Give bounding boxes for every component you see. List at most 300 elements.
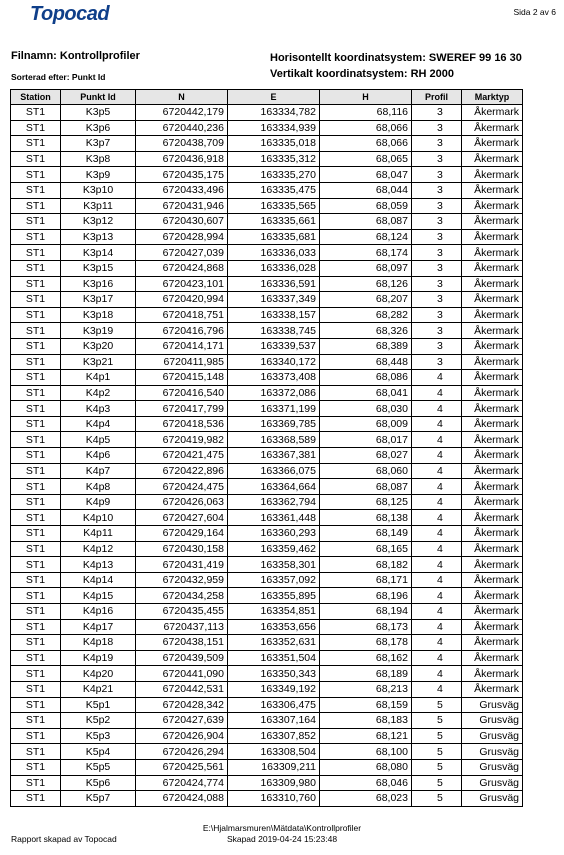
cell-profil: 3: [412, 214, 462, 230]
table-row: [11, 479, 523, 495]
cell-e: 163309,211: [228, 759, 320, 775]
cell-station: ST1: [11, 307, 61, 323]
table-row: [11, 432, 523, 448]
table-row: [11, 744, 523, 760]
cell-profil: 3: [412, 229, 462, 245]
cell-station: ST1: [11, 260, 61, 276]
cell-marktyp: Åkermark: [462, 260, 523, 276]
cell-station: ST1: [11, 744, 61, 760]
col-header-n: N: [136, 90, 228, 105]
cell-n: 6720427,604: [136, 510, 228, 526]
cell-e: 163357,092: [228, 572, 320, 588]
table-row: [11, 167, 523, 183]
table-row: [11, 338, 523, 354]
cell-n: 6720427,039: [136, 245, 228, 261]
cell-h: 68,023: [320, 791, 412, 807]
table-row: [11, 728, 523, 744]
cell-h: 68,060: [320, 463, 412, 479]
cell-punkt-id: K5p6: [61, 775, 136, 791]
cell-h: 68,047: [320, 167, 412, 183]
cell-h: 68,097: [320, 260, 412, 276]
cell-e: 163364,664: [228, 479, 320, 495]
cell-h: 68,126: [320, 276, 412, 292]
cell-punkt-id: K4p6: [61, 448, 136, 464]
cell-profil: 3: [412, 136, 462, 152]
cell-n: 6720427,639: [136, 713, 228, 729]
cell-punkt-id: K3p15: [61, 260, 136, 276]
cell-h: 68,165: [320, 541, 412, 557]
cell-station: ST1: [11, 557, 61, 573]
table-row: [11, 697, 523, 713]
report-credit: Rapport skapad av Topocad: [11, 834, 117, 844]
cell-profil: 5: [412, 775, 462, 791]
cell-h: 68,389: [320, 338, 412, 354]
cell-profil: 4: [412, 463, 462, 479]
cell-n: 6720414,171: [136, 338, 228, 354]
cell-e: 163307,852: [228, 728, 320, 744]
cell-h: 68,066: [320, 120, 412, 136]
cell-punkt-id: K3p10: [61, 182, 136, 198]
cell-n: 6720442,179: [136, 105, 228, 121]
cell-profil: 4: [412, 385, 462, 401]
cell-station: ST1: [11, 214, 61, 230]
cell-marktyp: Åkermark: [462, 151, 523, 167]
cell-e: 163354,851: [228, 604, 320, 620]
cell-punkt-id: K5p3: [61, 728, 136, 744]
table-row: [11, 105, 523, 121]
cell-punkt-id: K3p19: [61, 323, 136, 339]
cell-e: 163366,075: [228, 463, 320, 479]
cell-e: 163340,172: [228, 354, 320, 370]
sort-info: Sorterad efter: Punkt Id: [11, 72, 106, 82]
table-row: [11, 494, 523, 510]
cell-n: 6720435,175: [136, 167, 228, 183]
cell-marktyp: Åkermark: [462, 245, 523, 261]
cell-n: 6720433,496: [136, 182, 228, 198]
cell-marktyp: Åkermark: [462, 432, 523, 448]
cell-e: 163369,785: [228, 416, 320, 432]
cell-e: 163335,312: [228, 151, 320, 167]
cell-profil: 3: [412, 276, 462, 292]
cell-station: ST1: [11, 292, 61, 308]
cell-marktyp: Åkermark: [462, 105, 523, 121]
cell-station: ST1: [11, 167, 61, 183]
cell-e: 163367,381: [228, 448, 320, 464]
cell-punkt-id: K3p16: [61, 276, 136, 292]
cell-n: 6720439,509: [136, 650, 228, 666]
cell-marktyp: Åkermark: [462, 416, 523, 432]
cell-marktyp: Grusväg: [462, 697, 523, 713]
cell-profil: 4: [412, 526, 462, 542]
table-row: [11, 557, 523, 573]
cell-n: 6720426,063: [136, 494, 228, 510]
cell-marktyp: Åkermark: [462, 385, 523, 401]
cell-e: 163359,462: [228, 541, 320, 557]
cell-e: 163337,349: [228, 292, 320, 308]
cell-punkt-id: K3p18: [61, 307, 136, 323]
cell-profil: 4: [412, 541, 462, 557]
cell-marktyp: Grusväg: [462, 791, 523, 807]
cell-marktyp: Grusväg: [462, 744, 523, 760]
table-body: [11, 105, 523, 807]
cell-marktyp: Åkermark: [462, 182, 523, 198]
table-row: [11, 214, 523, 230]
table-row: [11, 260, 523, 276]
table-row: [11, 463, 523, 479]
cell-n: 6720431,946: [136, 198, 228, 214]
cell-e: 163334,939: [228, 120, 320, 136]
cell-e: 163338,157: [228, 307, 320, 323]
cell-h: 68,086: [320, 370, 412, 386]
cell-n: 6720429,164: [136, 526, 228, 542]
cell-profil: 4: [412, 479, 462, 495]
cell-e: 163308,504: [228, 744, 320, 760]
table-row: [11, 416, 523, 432]
table-row: [11, 650, 523, 666]
cell-profil: 5: [412, 759, 462, 775]
cell-profil: 3: [412, 167, 462, 183]
table-row: [11, 791, 523, 807]
cell-e: 163336,033: [228, 245, 320, 261]
cell-station: ST1: [11, 619, 61, 635]
cell-punkt-id: K4p5: [61, 432, 136, 448]
cell-profil: 4: [412, 494, 462, 510]
cell-profil: 3: [412, 120, 462, 136]
cell-h: 68,183: [320, 713, 412, 729]
cell-profil: 3: [412, 307, 462, 323]
cell-station: ST1: [11, 198, 61, 214]
cell-profil: 3: [412, 245, 462, 261]
cell-station: ST1: [11, 588, 61, 604]
cell-h: 68,044: [320, 182, 412, 198]
cell-n: 6720424,868: [136, 260, 228, 276]
cell-profil: 4: [412, 416, 462, 432]
cell-station: ST1: [11, 728, 61, 744]
cell-marktyp: Åkermark: [462, 463, 523, 479]
cell-n: 6720432,959: [136, 572, 228, 588]
cell-marktyp: Åkermark: [462, 681, 523, 697]
cell-marktyp: Åkermark: [462, 198, 523, 214]
cell-punkt-id: K3p5: [61, 105, 136, 121]
cell-e: 163355,895: [228, 588, 320, 604]
cell-h: 68,100: [320, 744, 412, 760]
cell-n: 6720431,419: [136, 557, 228, 573]
cell-e: 163338,745: [228, 323, 320, 339]
cell-n: 6720411,985: [136, 354, 228, 370]
table-row: [11, 182, 523, 198]
cell-marktyp: Åkermark: [462, 276, 523, 292]
cell-h: 68,194: [320, 604, 412, 620]
cell-profil: 4: [412, 572, 462, 588]
cell-e: 163339,537: [228, 338, 320, 354]
cell-profil: 4: [412, 619, 462, 635]
cell-station: ST1: [11, 681, 61, 697]
cell-e: 163361,448: [228, 510, 320, 526]
cell-marktyp: Åkermark: [462, 635, 523, 651]
cell-station: ST1: [11, 401, 61, 417]
cell-punkt-id: K3p21: [61, 354, 136, 370]
cell-h: 68,046: [320, 775, 412, 791]
cell-e: 163335,661: [228, 214, 320, 230]
cell-station: ST1: [11, 463, 61, 479]
cell-e: 163336,028: [228, 260, 320, 276]
topocad-logo: Topocad: [30, 3, 110, 25]
cell-h: 68,138: [320, 510, 412, 526]
cell-h: 68,080: [320, 759, 412, 775]
cell-marktyp: Åkermark: [462, 526, 523, 542]
vertical-system: Vertikalt koordinatsystem: RH 2000: [270, 68, 455, 80]
table-row: [11, 370, 523, 386]
cell-h: 68,189: [320, 666, 412, 682]
cell-punkt-id: K4p15: [61, 588, 136, 604]
cell-punkt-id: K4p1: [61, 370, 136, 386]
cell-e: 163360,293: [228, 526, 320, 542]
cell-marktyp: Åkermark: [462, 572, 523, 588]
cell-station: ST1: [11, 479, 61, 495]
cell-h: 68,207: [320, 292, 412, 308]
cell-h: 68,041: [320, 385, 412, 401]
table-row: [11, 198, 523, 214]
cell-station: ST1: [11, 370, 61, 386]
table-row: [11, 323, 523, 339]
cell-punkt-id: K4p16: [61, 604, 136, 620]
cell-e: 163350,343: [228, 666, 320, 682]
cell-e: 163310,760: [228, 791, 320, 807]
cell-station: ST1: [11, 448, 61, 464]
cell-h: 68,448: [320, 354, 412, 370]
cell-marktyp: Åkermark: [462, 448, 523, 464]
cell-n: 6720421,475: [136, 448, 228, 464]
cell-station: ST1: [11, 338, 61, 354]
cell-punkt-id: K4p12: [61, 541, 136, 557]
cell-marktyp: Åkermark: [462, 229, 523, 245]
cell-n: 6720426,904: [136, 728, 228, 744]
cell-station: ST1: [11, 105, 61, 121]
table-row: [11, 385, 523, 401]
cell-punkt-id: K4p7: [61, 463, 136, 479]
cell-punkt-id: K4p8: [61, 479, 136, 495]
table-row: [11, 775, 523, 791]
cell-station: ST1: [11, 650, 61, 666]
cell-profil: 5: [412, 713, 462, 729]
cell-e: 163335,475: [228, 182, 320, 198]
cell-station: ST1: [11, 229, 61, 245]
cell-station: ST1: [11, 775, 61, 791]
cell-n: 6720438,151: [136, 635, 228, 651]
cell-e: 163372,086: [228, 385, 320, 401]
cell-punkt-id: K5p2: [61, 713, 136, 729]
cell-punkt-id: K4p21: [61, 681, 136, 697]
cell-n: 6720418,536: [136, 416, 228, 432]
cell-n: 6720442,531: [136, 681, 228, 697]
cell-profil: 4: [412, 681, 462, 697]
col-header-h: H: [320, 90, 412, 105]
col-header-e: E: [228, 90, 320, 105]
cell-h: 68,326: [320, 323, 412, 339]
cell-station: ST1: [11, 182, 61, 198]
col-header-station: Station: [11, 90, 61, 105]
cell-n: 6720440,236: [136, 120, 228, 136]
table-row: [11, 276, 523, 292]
cell-punkt-id: K4p18: [61, 635, 136, 651]
cell-e: 163373,408: [228, 370, 320, 386]
cell-e: 163307,164: [228, 713, 320, 729]
cell-h: 68,087: [320, 214, 412, 230]
cell-h: 68,009: [320, 416, 412, 432]
cell-station: ST1: [11, 354, 61, 370]
cell-h: 68,213: [320, 681, 412, 697]
table-row: [11, 604, 523, 620]
cell-h: 68,124: [320, 229, 412, 245]
cell-punkt-id: K4p3: [61, 401, 136, 417]
cell-e: 163368,589: [228, 432, 320, 448]
cell-station: ST1: [11, 136, 61, 152]
cell-punkt-id: K3p7: [61, 136, 136, 152]
cell-e: 163309,980: [228, 775, 320, 791]
file-path: E:\Hjalmarsmuren\Mätdata\Kontrollprofiler: [202, 823, 362, 833]
cell-punkt-id: K4p17: [61, 619, 136, 635]
cell-marktyp: Åkermark: [462, 666, 523, 682]
cell-n: 6720441,090: [136, 666, 228, 682]
cell-n: 6720434,258: [136, 588, 228, 604]
table-row: [11, 635, 523, 651]
cell-h: 68,125: [320, 494, 412, 510]
cell-h: 68,178: [320, 635, 412, 651]
cell-e: 163362,794: [228, 494, 320, 510]
cell-profil: 3: [412, 354, 462, 370]
cell-h: 68,059: [320, 198, 412, 214]
cell-e: 163335,681: [228, 229, 320, 245]
cell-station: ST1: [11, 697, 61, 713]
cell-station: ST1: [11, 791, 61, 807]
cell-marktyp: Åkermark: [462, 120, 523, 136]
cell-h: 68,065: [320, 151, 412, 167]
cell-profil: 4: [412, 650, 462, 666]
cell-marktyp: Åkermark: [462, 323, 523, 339]
points-table: [10, 89, 523, 807]
cell-e: 163358,301: [228, 557, 320, 573]
table-row: [11, 619, 523, 635]
cell-n: 6720422,896: [136, 463, 228, 479]
cell-profil: 4: [412, 557, 462, 573]
table-row: [11, 588, 523, 604]
cell-h: 68,027: [320, 448, 412, 464]
table-row: [11, 526, 523, 542]
cell-n: 6720419,982: [136, 432, 228, 448]
cell-n: 6720424,475: [136, 479, 228, 495]
cell-punkt-id: K4p2: [61, 385, 136, 401]
table-row: [11, 120, 523, 136]
coordinate-systems: [270, 50, 522, 82]
cell-n: 6720418,751: [136, 307, 228, 323]
cell-profil: 3: [412, 338, 462, 354]
cell-profil: 4: [412, 588, 462, 604]
cell-punkt-id: K5p4: [61, 744, 136, 760]
cell-punkt-id: K3p20: [61, 338, 136, 354]
cell-n: 6720435,455: [136, 604, 228, 620]
cell-punkt-id: K3p12: [61, 214, 136, 230]
table-row: [11, 681, 523, 697]
cell-h: 68,121: [320, 728, 412, 744]
cell-punkt-id: K3p13: [61, 229, 136, 245]
table-row: [11, 572, 523, 588]
cell-punkt-id: K3p11: [61, 198, 136, 214]
cell-h: 68,173: [320, 619, 412, 635]
cell-h: 68,017: [320, 432, 412, 448]
cell-punkt-id: K5p1: [61, 697, 136, 713]
cell-station: ST1: [11, 385, 61, 401]
cell-e: 163371,199: [228, 401, 320, 417]
cell-profil: 4: [412, 370, 462, 386]
file-name: Filnamn: Kontrollprofiler: [11, 50, 140, 62]
cell-e: 163353,656: [228, 619, 320, 635]
cell-station: ST1: [11, 713, 61, 729]
cell-h: 68,087: [320, 479, 412, 495]
cell-punkt-id: K4p10: [61, 510, 136, 526]
cell-profil: 4: [412, 666, 462, 682]
cell-n: 6720423,101: [136, 276, 228, 292]
cell-station: ST1: [11, 510, 61, 526]
table-row: [11, 541, 523, 557]
cell-h: 68,149: [320, 526, 412, 542]
cell-marktyp: Åkermark: [462, 370, 523, 386]
cell-marktyp: Åkermark: [462, 650, 523, 666]
cell-station: ST1: [11, 276, 61, 292]
cell-station: ST1: [11, 323, 61, 339]
cell-punkt-id: K4p11: [61, 526, 136, 542]
col-header-punkt-id: Punkt Id: [61, 90, 136, 105]
table-row: [11, 448, 523, 464]
cell-h: 68,116: [320, 105, 412, 121]
cell-marktyp: Åkermark: [462, 541, 523, 557]
cell-marktyp: Åkermark: [462, 167, 523, 183]
cell-h: 68,066: [320, 136, 412, 152]
cell-n: 6720424,088: [136, 791, 228, 807]
cell-marktyp: Åkermark: [462, 354, 523, 370]
cell-punkt-id: K5p7: [61, 791, 136, 807]
col-header-profil: Profil: [412, 90, 462, 105]
cell-punkt-id: K4p19: [61, 650, 136, 666]
table-row: [11, 292, 523, 308]
cell-station: ST1: [11, 666, 61, 682]
cell-profil: 5: [412, 697, 462, 713]
cell-h: 68,196: [320, 588, 412, 604]
cell-e: 163336,591: [228, 276, 320, 292]
cell-marktyp: Grusväg: [462, 775, 523, 791]
table-row: [11, 229, 523, 245]
cell-marktyp: Åkermark: [462, 619, 523, 635]
cell-h: 68,171: [320, 572, 412, 588]
created-date: Skapad 2019-04-24 15:23:48: [226, 834, 338, 844]
cell-e: 163306,475: [228, 697, 320, 713]
cell-profil: 3: [412, 323, 462, 339]
table-row: [11, 713, 523, 729]
table-row: [11, 245, 523, 261]
cell-n: 6720430,607: [136, 214, 228, 230]
table-row: [11, 354, 523, 370]
cell-e: 163334,782: [228, 105, 320, 121]
cell-n: 6720428,342: [136, 697, 228, 713]
cell-n: 6720416,796: [136, 323, 228, 339]
cell-profil: 4: [412, 432, 462, 448]
table-row: [11, 666, 523, 682]
cell-station: ST1: [11, 245, 61, 261]
cell-marktyp: Åkermark: [462, 136, 523, 152]
cell-marktyp: Åkermark: [462, 292, 523, 308]
page-number: Sida 2 av 6: [513, 7, 556, 17]
cell-punkt-id: K3p8: [61, 151, 136, 167]
cell-n: 6720417,799: [136, 401, 228, 417]
